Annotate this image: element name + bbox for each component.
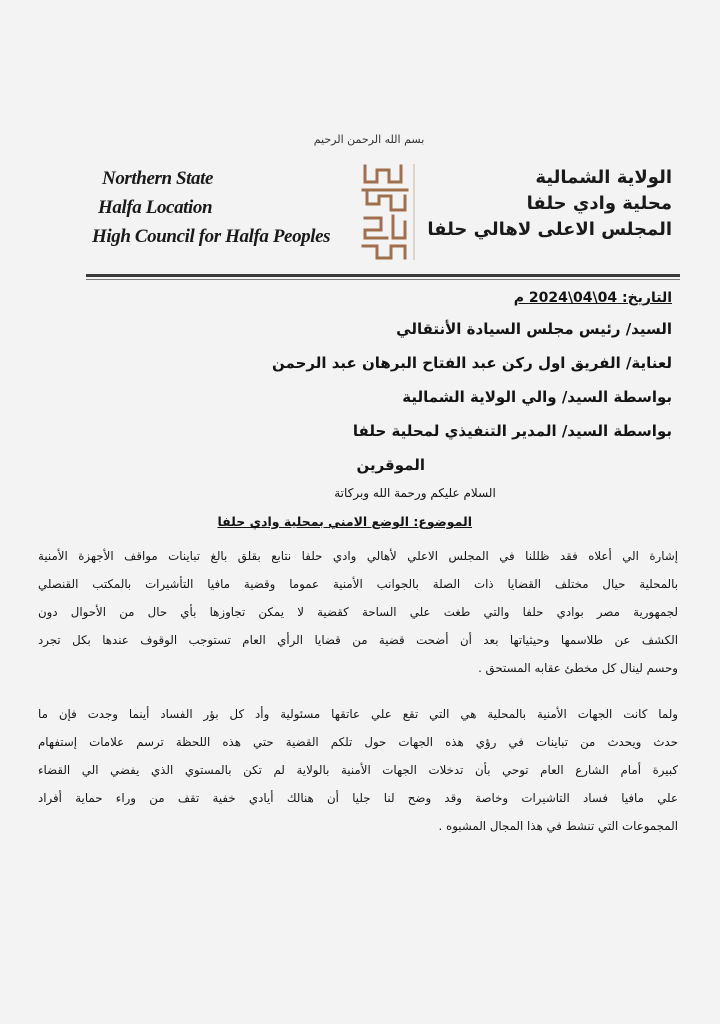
paragraph-line: الكشف عن طلاسمها وحيثياتها بعد أن أضحت قضية من قضايا الرأي العام تستوجب الوقوف عندها بكل تجرد [38, 633, 678, 647]
letterhead-divider-thin [86, 279, 680, 280]
paragraph-line: علي مافيا فساد التاشيرات وخاصة وقد وضح لنا جليا أن هنالك أيادي خفية تقف من وراء حماية أفراد [38, 791, 678, 805]
addressee-line: بواسطة السيد/ المدير التنفيذي لمحلية حلفا [352, 422, 672, 440]
paragraph-line: كبيرة أمام الشارع العام توحي بأن تدخلات الجهات الأمنية بالولاية لم تكن بالمستوي الذي يفضي الي القضاء [38, 763, 678, 777]
letter-date: التاريخ: 04\04\2024 م [513, 290, 672, 306]
basmala: بسم الله الرحمن الرحيم [313, 133, 425, 146]
paragraph-line: المجموعات التي تنشط في هذا المجال المشبوه . [438, 819, 678, 833]
paragraph-line: حدث ويحدث من تباينات في رؤي هذه الجهات حول تلكم القضية حتي هذه اللحظة ترسم علامات إستفهام [38, 735, 678, 749]
paragraph-line: إشارة الي أعلاه فقد ظللنا في المجلس الاعلي لأهالي وادي حلفا نتابع بقلق بالغ تباينات مواقف الأجهزة الأمنية [38, 549, 678, 563]
english-letterhead [92, 164, 330, 251]
paragraph-line: بالمحلية حيال مختلف القضايا ذات الصلة بالجوانب الأمنية عموما وقضية مافيا التأشيرات بالمكتب القنصلي [38, 577, 678, 591]
paragraph-1 [38, 542, 678, 682]
paragraph-2 [38, 700, 678, 840]
arabic-locality-name: محلية وادي حلفا [526, 193, 672, 214]
arabic-council-name: المجلس الاعلى لاهالي حلفا [427, 219, 672, 240]
paragraph-line: وحسم لينال كل مخطئ عقابه المستحق . [478, 661, 678, 675]
arabic-letterhead [427, 165, 672, 243]
addressee-line: بواسطة السيد/ والي الولاية الشمالية [402, 388, 672, 406]
subject-line: الموضوع: الوضع الامني بمحلية وادي حلفا [217, 514, 472, 529]
addressee-line: السيد/ رئيس مجلس السيادة الأنتقالي [396, 320, 672, 338]
english-locality-name: Halfa Location [98, 197, 213, 218]
english-state-name: Northern State [102, 168, 214, 189]
paragraph-line: لجمهورية مصر بوادي حلفا والتي طغت علي الساحة كقضية لا يمكن تجاوزها بأي حال من الأحوال دون [38, 605, 678, 619]
english-council-name: High Council for Halfa Peoples [92, 226, 331, 247]
letterhead-divider [86, 274, 680, 277]
council-logo [357, 160, 417, 264]
arabic-state-name: الولاية الشمالية [535, 167, 672, 188]
greeting: السلام عليكم ورحمة الله وبركاتة [334, 486, 496, 500]
respect-salutation: الموقرين [356, 456, 425, 474]
addressee-line: لعناية/ الفريق اول ركن عبد الفتاح البرهان عبد الرحمن [272, 354, 672, 372]
paragraph-line: ولما كانت الجهات الأمنية بالمحلية هي التي تقع علي عاتقها مسئولية وأد كل بؤر الفساد أينما وجدت فإن ما [38, 707, 678, 721]
